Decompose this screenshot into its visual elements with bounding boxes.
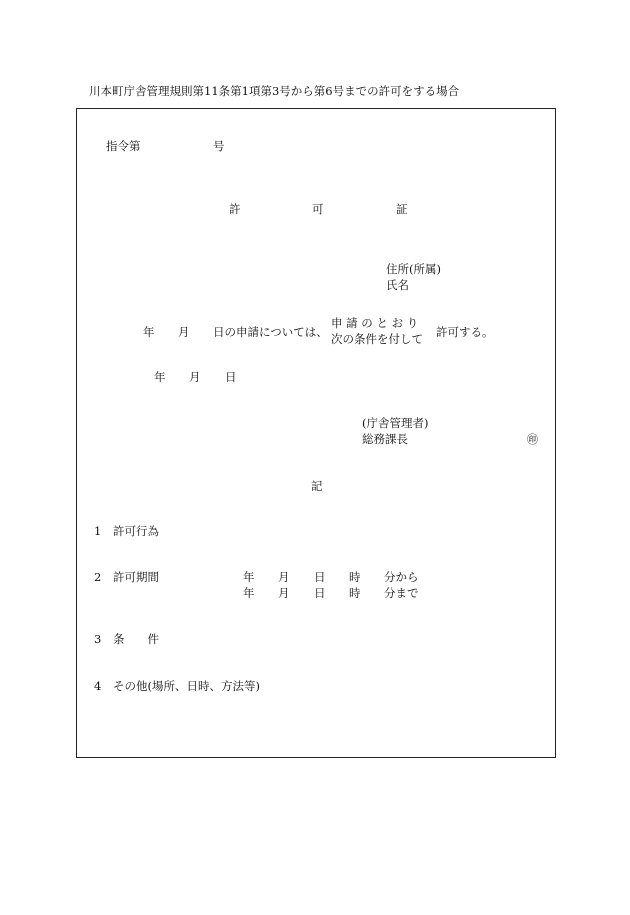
issuer-role: (庁舎管理者) <box>362 416 429 430</box>
form-caption: 川本町庁舎管理規則第11条第1項第3号から第6号までの許可をする場合 <box>89 84 460 98</box>
application-day-phrase: 日の申請については、 <box>213 325 328 339</box>
item-3-number: 3 <box>94 632 102 646</box>
to-day: 日 <box>314 586 326 600</box>
option-as-applied: 申 請 の と お り <box>331 316 419 330</box>
option-with-conditions: 次の条件を付して <box>331 331 423 346</box>
item-3-label: 条 件 <box>113 632 159 646</box>
issuer-title: 総務課長 <box>362 432 408 446</box>
application-year: 年 <box>143 325 155 339</box>
issue-day: 日 <box>225 370 237 384</box>
directive-prefix: 指令第 <box>106 139 141 153</box>
to-hour: 時 <box>349 586 361 600</box>
to-year: 年 <box>243 586 255 600</box>
title-char-3: 証 <box>396 202 408 216</box>
item-4-number: 4 <box>94 679 102 693</box>
title-char-1: 許 <box>229 202 241 216</box>
directive-suffix: 号 <box>213 139 225 153</box>
item-1-label: 許可行為 <box>113 524 159 538</box>
from-year: 年 <box>243 570 255 584</box>
issue-year: 年 <box>154 370 166 384</box>
from-day: 日 <box>314 570 326 584</box>
item-1-number: 1 <box>94 524 102 538</box>
seal-mark: ㊞ <box>527 433 538 446</box>
from-month: 月 <box>278 570 290 584</box>
to-minute: 分まで <box>384 586 419 600</box>
from-minute: 分から <box>384 570 419 584</box>
application-month: 月 <box>178 325 190 339</box>
title-char-2: 可 <box>312 202 324 216</box>
application-conclusion: 許可する。 <box>436 325 494 339</box>
ki-heading: 記 <box>311 479 323 493</box>
to-month: 月 <box>278 586 290 600</box>
item-4-label: その他(場所、日時、方法等) <box>113 679 260 693</box>
item-2-number: 2 <box>94 570 102 584</box>
name-label: 氏名 <box>386 278 409 292</box>
address-label: 住所(所属) <box>386 262 441 276</box>
from-hour: 時 <box>349 570 361 584</box>
item-2-label: 許可期間 <box>113 570 159 584</box>
condition-options <box>331 316 423 347</box>
issue-month: 月 <box>189 370 201 384</box>
